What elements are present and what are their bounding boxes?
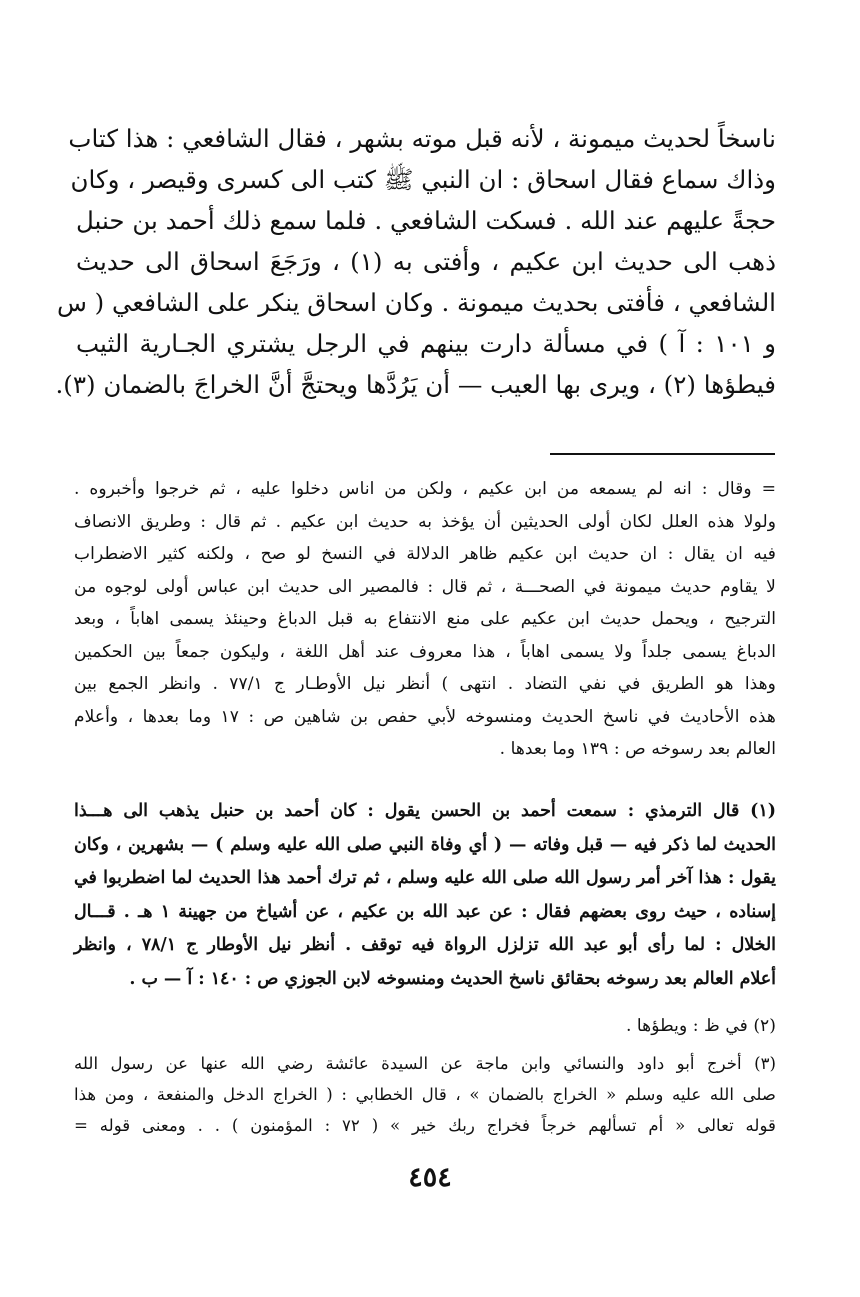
footnote-line: (٢) في ظ : ويطؤها . [625, 1016, 776, 1036]
footnote-line: إسناده ، حيث روى بعضهم فقال : عن عبد الله بن عكيم ، عن أشياخ من جهينة ١ هـ . قـــال [74, 901, 776, 922]
footnote-line: الخلال : لما رأى أبو عبد الله تزلزل الرواة فيه توقف . أنظر نيل الأوطار ج ٧٨/١ ، وانظر [74, 935, 776, 955]
footnote-line: الترجيح ، ويحمل حديث ابن عكيم على منع الانتفاع به قبل الدباغ وحينئذ يسمى اهاباً ، وبعد [74, 609, 776, 629]
footnote-2 [74, 1010, 776, 1043]
main-text-line: ناسخاً لحديث ميمونة ، لأنه قبل موته بشهر ، فقال الشافعي : هذا كتاب [68, 124, 776, 153]
footnote-continuation [74, 473, 776, 766]
footnote-line: الحديث لما ذكر فيه — قبل وفاته — ( أي وفاة النبي صلى الله عليه وسلم ) — بشهرين ، وكان [74, 834, 776, 855]
footnote-line: صلى الله عليه وسلم « الخراج بالضمان » ، قال الخطابي : ( الخراج الدخل والمنفعة ، ومن هذا [74, 1085, 776, 1104]
main-text-line: ذهب الى حديث ابن عكيم ، وأفتى به (١) ، ورَجَعَ اسحاق الى حديث [76, 247, 776, 276]
footnote-line: يقول : هذا آخر أمر رسول الله صلى الله عليه وسلم ، ثم ترك أحمد هذا الحديث لما اضطربوا في [74, 868, 776, 888]
footnote-line: وهذا هو الطريق في نفي التضاد . انتهى ) أنظر نيل الأوطـار ج ٧٧/١ . وانظر الجمع بين [74, 674, 776, 694]
footnote-line: فيه ان يقال : ان حديث ابن عكيم ظاهر الدلالة في النسخ لو صح ، ولكنه كثير الاضطراب [74, 544, 776, 564]
main-text-line: فيطؤها (٢) ، ويرى بها العيب — أن يَرُدَّها ويحتجَّ أنَّ الخراجَ بالضمان (٣). [55, 370, 776, 399]
footnote-1 [74, 795, 776, 996]
footnote-line: (١) قال الترمذي : سمعت أحمد بن الحسن يقول : كان أحمد بن حنبل يذهب الى هـــذا [74, 801, 776, 821]
main-text [55, 118, 776, 405]
footnote-line: قوله تعالى « أم تسألهم خرجاً فخراج ربك خير » ( ٧٢ : المؤمنون ) . . ومعنى قوله = [74, 1116, 776, 1135]
main-text-line: و ١٠١ : آ ) في مسألة دارت بينهم في الرجل يشتري الجـارية الثيب [76, 329, 776, 358]
footnote-line: = وقال : انه لم يسمعه من ابن عكيم ، ولكن من اناس دخلوا عليه ، ثم خرجوا وأخبروه . [74, 479, 776, 499]
footnote-line: أعلام العالم بعد رسوخه بحقائق ناسخ الحديث ومنسوخه لابن الجوزي ص : ١٤٠ : آ — ب . [129, 968, 776, 989]
footnote-line: (٣) أخرج أبو داود والنسائي وابن ماجة عن السيدة عائشة رضي الله عنها عن رسول الله [74, 1054, 776, 1073]
footnote-line: الدباغ يسمى جلداً ولا يسمى اهاباً ، هذا معروف عند أهل اللغة ، وليكون جمعاً بين الحكمين [74, 641, 776, 662]
main-text-line: الشافعي ، فأفتى بحديث ميمونة . وكان اسحاق ينكر على الشافعي ( س [56, 288, 776, 317]
page-number: ٤٥٤ [408, 1162, 452, 1193]
footnote-line: لا يقاوم حديث ميمونة في الصحـــة ، ثم قال : فالمصير الى حديث ابن عباس أولى لوجوه من [74, 576, 776, 597]
footnote-line: العالم بعد رسوخه ص : ١٣٩ وما بعدها . [499, 739, 776, 759]
footnote-line: ولولا هذه العلل لكان أولى الحديثين أن يؤخذ به حديث ابن عكيم . ثم قال : وطريق الانصاف [74, 511, 776, 532]
main-text-line: حجةً عليهم عند الله . فسكت الشافعي . فلما سمع ذلك أحمد بن حنبل [76, 206, 776, 235]
footnote-line: هذه الأحاديث في ناسخ الحديث ومنسوخه لأبي حفص بن شاهين ص : ١٧ وما بعدها ، وأعلام [74, 706, 776, 727]
footnote-divider [550, 453, 775, 455]
footnote-3 [74, 1048, 776, 1141]
main-text-line: وذاك سماع فقال اسحاق : ان النبي ﷺ كتب الى كسرى وقيصر ، وكان [70, 165, 776, 194]
